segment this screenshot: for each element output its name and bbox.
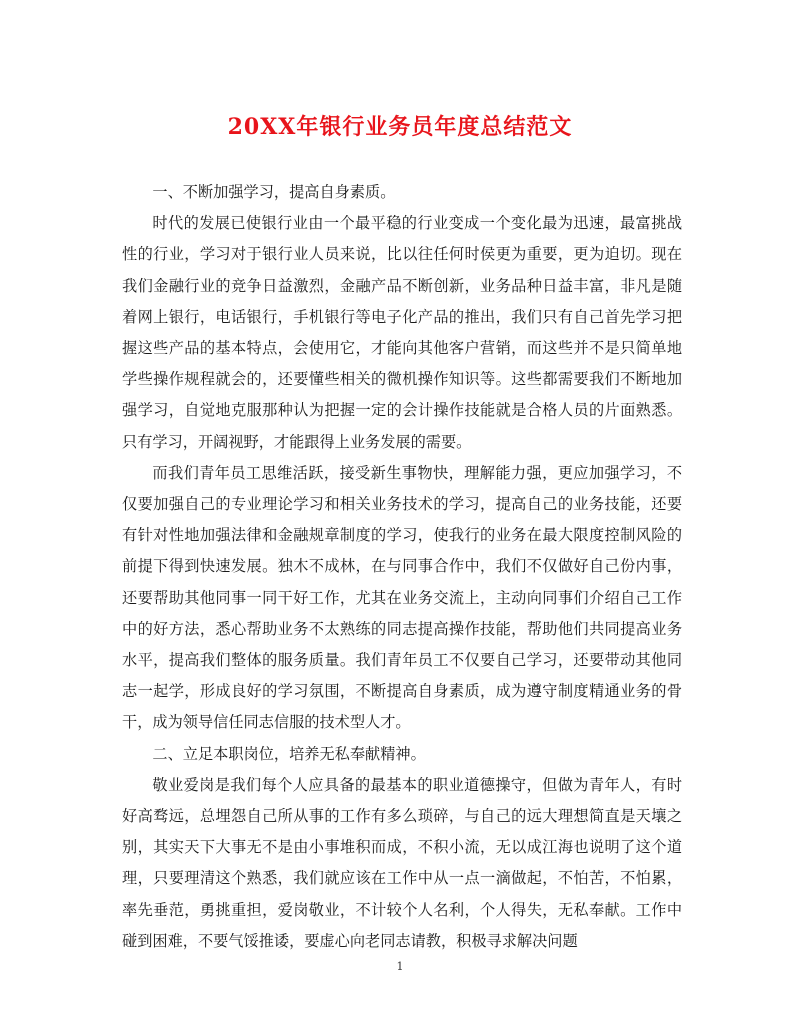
- paragraph: 时代的发展已使银行业由一个最平稳的行业变成一个变化最为迅速，最富挑战性的行业，学习对于银行业人员来说，比以往任何时侯更为重要，更为迫切。现在我们金融行业的竞争日益激烈，金融产品不断创新，业务品种日益丰富，非凡是随着网上银行，电话银行，手机银行等电子化产品的推出，我们只有自己首先学习把握这些产品的基本特点，会使用它，才能向其他客户营销，而这些并不是只简单地学些操作规程就会的，还要懂些相关的微机操作知识等。这些都需要我们不断地加强学习，自觉地克服那种认为把握一定的会计操作技能就是合格人员的片面熟悉。只有学习，开阔视野，才能跟得上业务发展的需要。: [122, 214, 682, 451]
- document-title: 20XX年银行业务员年度总结范文: [227, 114, 573, 140]
- page-number: 1: [396, 960, 404, 973]
- document-body: [122, 177, 682, 957]
- paragraph: 而我们青年员工思维活跃，接受新生事物快，理解能力强，更应加强学习，不仅要加强自己的专业理论学习和相关业务技术的学习，提高自己的业务技能，还要有针对性地加强法律和金融规章制度的学习，使我行的业务在最大限度控制风险的前提下得到快速发展。独木不成林，在与同事合作中，我们不仅做好自己份内事，还要帮助其他同事一同干好工作，尤其在业务交流上，主动向同事们介绍自己工作中的好方法，悉心帮助业务不太熟练的同志提高操作技能，帮助他们共同提高业务水平，提高我们整体的服务质量。我们青年员工不仅要自己学习，还要带动其他同志一起学，形成良好的学习氛围，不断提高自身素质，成为遵守制度精通业务的骨干，成为领导信任同志信服的技术型人才。: [122, 463, 682, 732]
- paragraph: 敬业爱岗是我们每个人应具备的最基本的职业道德操守，但做为青年人，有时好高骛远，总埋怨自己所从事的工作有多么琐碎，与自己的远大理想简直是天壤之别，其实天下大事无不是由小事堆积而成，不积小流，无以成江海也说明了这个道理，只要理清这个熟悉，我们就应该在工作中从一点一滴做起，不怕苦，不怕累，率先垂范，勇挑重担，爱岗敬业，不计较个人名利，个人得失，无私奉献。工作中碰到困难，不要气馁推诿，要虚心向老同志请教，积极寻求解决问题: [122, 775, 682, 950]
- section-heading-1: 一、不断加强学习，提高自身素质。: [152, 183, 396, 201]
- section-heading-2: 二、立足本职岗位，培养无私奉献精神。: [152, 744, 426, 763]
